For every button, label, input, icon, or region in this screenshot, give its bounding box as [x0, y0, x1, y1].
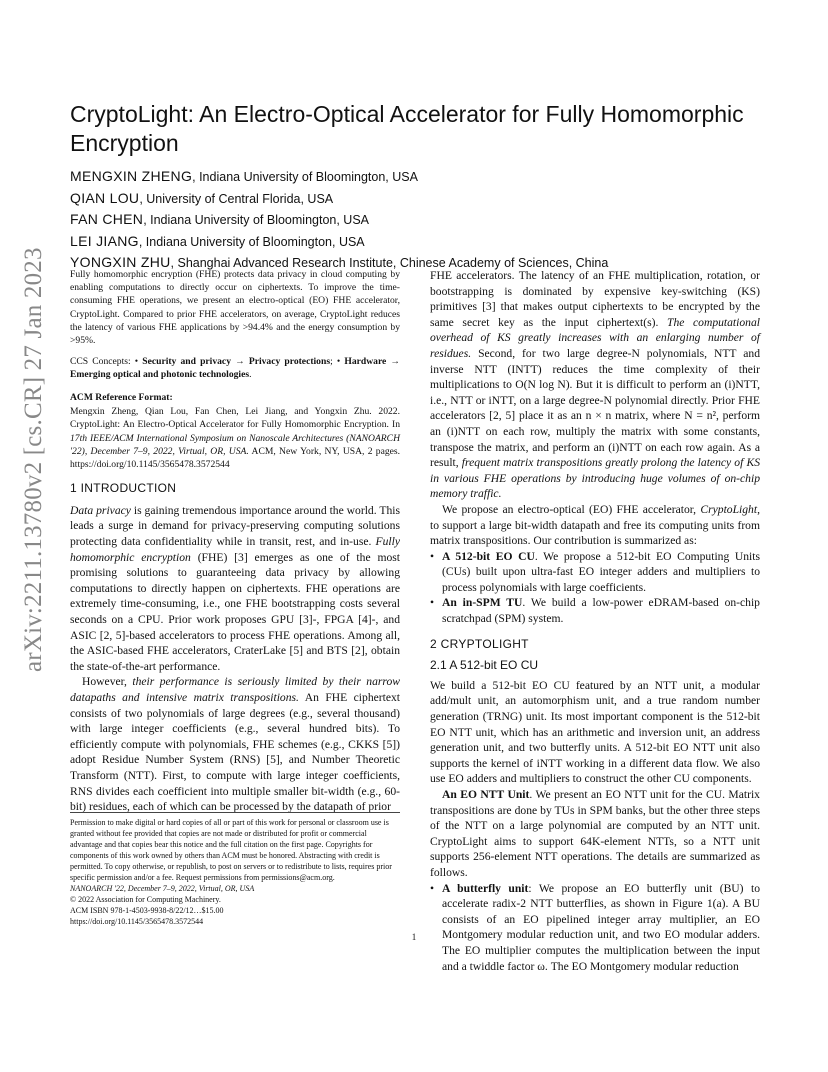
contribution-list [430, 549, 760, 627]
paper-title: CryptoLight: An Electro-Optical Accelerator for Fully Homomorphic Encryption [70, 101, 744, 156]
ccs-concepts [70, 355, 400, 381]
author-affiliation: , Indiana University of Bloomington, USA [138, 234, 365, 249]
acm-reference-text [70, 405, 400, 471]
acm-reference-heading: ACM Reference Format: [70, 391, 173, 403]
right-p1-c: Second, for two large degree-N polynomials, NTT and inverse NTT (INTT) reduces the time complexity of their multiplications to O(N log N). But it is difficult to perform an (i)NTT, i.e., NTT or iNTT, on a large degree-N polynomial directly. Prior FHE accelerators [2, 5] place it as an n × n matrix, where N = n², perform an (i)NTT on each row, multiply the matrix with some constants, transpose the matrix, and perform an (i)NTT on each row again. As a result, [430, 346, 760, 470]
section-heading-introduction: 1 INTRODUCTION [70, 481, 177, 496]
intro-p1-d: (FHE) [3] emerges as one of the most promising solutions to guaranteeing data privacy by allowing computations to directly happen on ciphertexts. FHE operations are extremely time-consuming, i.e., one FHE bootstrapping costs several seconds on a CPU. Prior work proposes GPU [3]-, FPGA [4]-, and ASIC [2, 5]-based accelerators to process FHE operations. Among all, the ASIC-based FHE accelerators, CraterLake [5] and BTS [2], obtain the state-of-the-art performance. [70, 550, 400, 673]
ccs-lead: CCS Concepts: • [70, 356, 143, 368]
author-name: FAN CHEN [70, 211, 144, 227]
author-affiliation: , Shanghai Advanced Research Institute, Chinese Academy of Sciences, China [170, 256, 609, 270]
right-column [430, 268, 760, 974]
contribution-text: . We propose a 512-bit EO Computing Units (CUs) built upon ultra-fast EO integer adders and multipliers to process polynomials with large coefficients. [442, 549, 760, 594]
ccs-concept-2: Hardware → Emerging optical and photonic technologies [70, 356, 401, 381]
author-affiliation: , Indiana University of Bloomington, USA [143, 213, 369, 227]
intro-paragraph-2 [70, 674, 400, 814]
intro-p1-a: Data privacy [70, 503, 131, 517]
acm-ref-post: ACM, New York, NY, USA, 2 pages. https://doi.org/10.1145/3565478.3572544 [70, 445, 401, 471]
right-p1-a: FHE accelerators. The latency of an FHE multiplication, rotation, or bootstrapping is dominated by expensive key-switching (KS) primitives [3] that makes output ciphertexts to be encrypted by the same secret key as the input ciphertext(s). [430, 269, 760, 329]
ntt-component-text: : We propose an EO butterfly unit (BU) to accelerate radix-2 NTT butterflies, as shown in Figure 1(a). A BU consists of an EO pipelined integer array multiplier, an EO Montgomery modular reduction unit, and two EO modular adders. The EO multiplier computes the multiplication between the input and a twiddle factor ω. The EO Montgomery modular reduction [442, 881, 761, 973]
intro-p1-c: Fully homomorphic encryption [70, 535, 400, 564]
arxiv-identifier: arXiv:2211.13780v2 [cs.CR] 27 Jan 2023 [20, 247, 47, 672]
author-name: LEI JIANG [70, 232, 139, 249]
right-p1-b: The computational overhead of KS greatly increases with an enlarging number of residues. [430, 315, 760, 360]
page-number: 1 [411, 932, 417, 942]
ccs-end: . [249, 369, 252, 381]
author-name: YONGXIN ZHU [70, 254, 171, 270]
author-affiliation: , University of Central Florida, USA [139, 191, 334, 206]
ntt-component-title: A butterfly unit [442, 881, 529, 895]
author-affiliation: , Indiana University of Bloomington, USA [192, 170, 418, 184]
author-entry [70, 231, 790, 253]
author-entry [70, 166, 790, 188]
abstract [70, 268, 400, 347]
right-paragraph-3: We build a 512-bit EO CU featured by an NTT unit, a modular add/mult unit, an automorphism unit, and a true random number generation (TRNG) unit. Its most important component is the 512-bit EO NTT unit, which has an arithmetic and inversion unit, an address generation unit, and two butterfly units. A 512-bit EO NTT unit also supports the kernel of iNTT working in a different data flow. We also use EO adders and multipliers to construct the other CU components. [430, 678, 760, 786]
intro-paragraph-1 [70, 503, 400, 675]
ntt-component-list [430, 881, 760, 975]
right-p2-c: , to support a large bit-width datapath and free its computing units from matrix transpositions. Our contribution is summarized as: [430, 502, 760, 548]
contribution-text: . We build a low-power eDRAM-based on-chip scratchpad (SPM) system. [442, 596, 760, 626]
permission-text: Permission to make digital or hard copies of all or part of this work for personal or classroom use is granted without fee provided that copies are not made or distributed for profit or commercial advantage and that copies bear this notice and the full citation on the first page. Copyrights for components of this work owned by others than ACM must be honored. Abstracting with credit is permitted. To copy otherwise, or republish, to post on servers or to redistribute to lists, requires prior specific permission and/or a fee. Request permissions from permissions@acm.org. [70, 818, 392, 882]
right-p4-a: An EO NTT Unit [442, 788, 530, 801]
intro-p2-b: their performance is seriously limited by their narrow datapaths and intensive matrix transpositions. [70, 675, 400, 704]
ccs-concept-1: Security and privacy → Privacy protections [142, 356, 331, 368]
conference-line: NANOARCH '22, December 7–9, 2022, Virtual, OR, USA [70, 884, 255, 893]
right-p2-b: CryptoLight [700, 502, 758, 516]
author-entry [70, 188, 790, 210]
ccs-separator: ; • [330, 356, 345, 368]
right-p4-b: . We present an EO NTT unit for the CU. Matrix transpositions are done by TUs in SPM banks, but the other three steps of the NTT on a large polynomial are computed by an NTT unit. CryptoLight aims to support 64K-element NTTs, so a NTT unit supports 256-element NTT operations. The details are summarized as follows. [430, 788, 760, 879]
contribution-item [430, 549, 760, 596]
author-entry [70, 209, 790, 231]
acm-ref-pre: Mengxin Zheng, Qian Lou, Fan Chen, Lei Jiang, and Yongxin Zhu. 2022. CryptoLight: An Electro-Optical Accelerator for Fully Homomorphic Encryption. In [70, 406, 400, 431]
contribution-item [430, 595, 760, 626]
author-list [70, 166, 790, 274]
abstract-text: Fully homomorphic encryption (FHE) protects data privacy in cloud computing by enabling computations to directly occur on ciphertexts. To improve the time-consuming FHE operations, we present an electro-optical (EO) FHE accelerator, CryptoLight. Compared to prior FHE accelerators, on average, CryptoLight reduces the latency of various FHE applications by >94.4% and the energy consumption by >95%. [70, 269, 400, 347]
right-paragraph-4 [430, 787, 760, 881]
subsection-heading-eo-cu: 2.1 A 512-bit EO CU [430, 658, 539, 673]
copyright-footnote [70, 812, 400, 927]
ntt-component-item [430, 881, 760, 975]
intro-p2-a: However, [82, 675, 133, 689]
contribution-title: An in-SPM TU [442, 596, 523, 610]
right-paragraph-1 [430, 268, 760, 502]
left-column [70, 268, 400, 815]
isbn-line: ACM ISBN 978-1-4503-9938-8/22/12…$15.00 [70, 906, 224, 915]
intro-p2-c: An FHE ciphertext consists of two polynomials of large degrees (e.g., several thousand) with large integer coefficients (e.g., several hundred bits). To efficiently compute with polynomials, FHE schemes (e.g., CKKS [5]) adopt Residue Number System (RNS) [5], and Number Theoretic Transform (NTT). First, to compute with large integer coefficients, RNS divides each coefficient into multiple smaller bit-width (e.g., 60-bit) residues, each of which can be processed by the datapath of prior [70, 690, 401, 814]
acm-ref-venue: 17th IEEE/ACM International Symposium on Nanoscale Architectures (NANOARCH '22), December 7–9, 2022, Virtual, OR, USA. [70, 432, 400, 457]
right-p2-a: We propose an electro-optical (EO) FHE accelerator, [442, 502, 701, 516]
author-name: MENGXIN ZHENG [70, 168, 193, 184]
intro-p1-b: is gaining tremendous importance around the world. This leads a surge in demand for privacy-preserving computing solutions protecting data confidentiality while in transit, rest, and in-use. [70, 503, 400, 549]
copyright-line: © 2022 Association for Computing Machinery. [70, 895, 221, 904]
doi-line: https://doi.org/10.1145/3565478.3572544 [70, 917, 204, 926]
right-p1-d: frequent matrix transpositions greatly prolong the latency of KS in various FHE operations by introducing huge volumes of on-chip memory traffic. [430, 456, 760, 501]
contribution-title: A 512-bit EO CU [442, 549, 535, 563]
section-heading-cryptolight: 2 CRYPTOLIGHT [430, 636, 529, 651]
author-name: QIAN LOU [70, 189, 140, 206]
right-paragraph-2 [430, 502, 760, 549]
